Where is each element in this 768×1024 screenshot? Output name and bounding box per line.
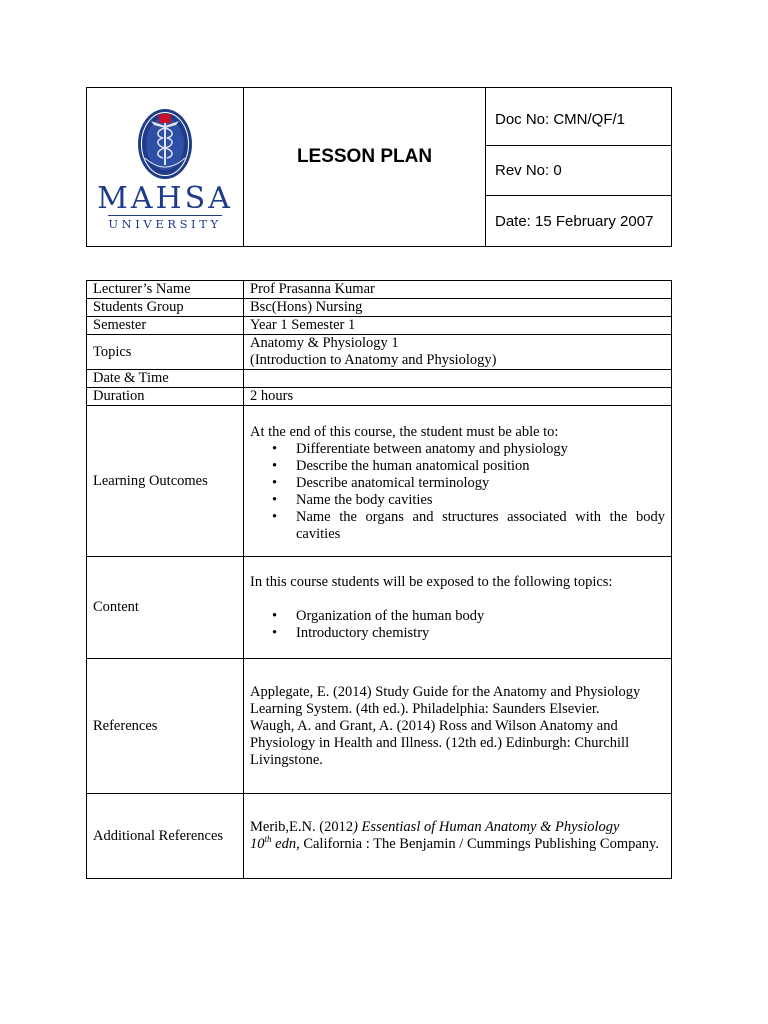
lecturer-value: Prof Prasanna Kumar xyxy=(244,281,672,299)
content-label: Content xyxy=(87,557,244,659)
ref-publisher: California : The Benjamin / Cummings Publishing Company. xyxy=(299,836,659,852)
title-cell xyxy=(244,88,486,246)
datetime-label: Date & Time xyxy=(87,370,244,388)
content-value xyxy=(244,557,672,659)
table-row xyxy=(87,794,672,879)
reference-1: Applegate, E. (2014) Study Guide for the Anatomy and Physiology Learning System. (4th ed.). Philadelphia: Saunders Elsevier. xyxy=(250,683,641,717)
semester-value: Year 1 Semester 1 xyxy=(244,317,672,335)
table-row xyxy=(87,299,672,317)
references-value xyxy=(244,659,672,794)
topics-line-1: Anatomy & Physiology 1 xyxy=(250,335,399,351)
document-meta xyxy=(486,88,671,246)
list-item: • Name the body cavities xyxy=(296,492,665,509)
logo-subtitle: UNIVERSITY xyxy=(108,216,222,231)
outcomes-value xyxy=(244,406,672,557)
table-row xyxy=(87,557,672,659)
ref-edition-suffix: th xyxy=(264,834,272,845)
ref-author: Merib,E.N. (2012 xyxy=(250,819,354,835)
table-row xyxy=(87,406,672,557)
ref-edition: 10 xyxy=(250,836,265,852)
table-row xyxy=(87,659,672,794)
document-date: Date: 15 February 2007 xyxy=(495,212,654,230)
additional-references-value xyxy=(244,794,672,879)
topics-line-2: (Introduction to Anatomy and Physiology) xyxy=(250,352,497,368)
duration-value: 2 hours xyxy=(244,388,672,406)
table-row xyxy=(87,388,672,406)
ref-title: ) Essentiasl of Human Anatomy & Physiology xyxy=(353,819,620,835)
topics-value xyxy=(244,335,672,370)
list-item: • Describe anatomical terminology xyxy=(296,475,665,492)
list-item: • Describe the human anatomical position xyxy=(296,458,665,475)
topics-label: Topics xyxy=(87,335,244,370)
logo-wordmark: MAHSA xyxy=(97,180,233,216)
group-value: Bsc(Hons) Nursing xyxy=(244,299,672,317)
additional-references-label: Additional References xyxy=(87,794,244,879)
table-row xyxy=(87,370,672,388)
list-item: • Differentiate between anatomy and physiology xyxy=(296,441,665,458)
outcomes-label: Learning Outcomes xyxy=(87,406,244,557)
outcomes-intro: At the end of this course, the student must be able to: xyxy=(250,423,559,440)
document-header xyxy=(86,87,672,247)
table-row xyxy=(87,335,672,370)
lecturer-label: Lecturer’s Name xyxy=(87,281,244,299)
duration-label: Duration xyxy=(87,388,244,406)
list-item: • Name the organs and structures associated with the body cavities xyxy=(296,509,665,543)
list-item: • Introductory chemistry xyxy=(296,625,665,642)
references-label: References xyxy=(87,659,244,794)
logo-cell xyxy=(87,88,244,246)
page-title: LESSON PLAN xyxy=(296,146,433,167)
table-row xyxy=(87,317,672,335)
ref-edition-rest: edn, xyxy=(271,836,300,852)
list-item: • Organization of the human body xyxy=(296,608,665,625)
table-row xyxy=(87,281,672,299)
doc-number: Doc No: CMN/QF/1 xyxy=(486,88,671,146)
semester-label: Semester xyxy=(87,317,244,335)
revision-number: Rev No: 0 xyxy=(486,146,671,196)
outcomes-list xyxy=(250,441,665,543)
university-crest-icon xyxy=(135,106,195,182)
lesson-plan-table xyxy=(86,280,672,879)
reference-2: Waugh, A. and Grant, A. (2014) Ross and Wilson Anatomy and Physiology in Health and Illness. (12th ed.) Edinburgh: Churchill Livingstone. xyxy=(250,717,630,768)
content-intro: In this course students will be exposed to the following topics: xyxy=(250,573,613,590)
group-label: Students Group xyxy=(87,299,244,317)
additional-reference-1 xyxy=(250,819,665,853)
content-list xyxy=(250,608,665,642)
datetime-value xyxy=(244,370,672,388)
